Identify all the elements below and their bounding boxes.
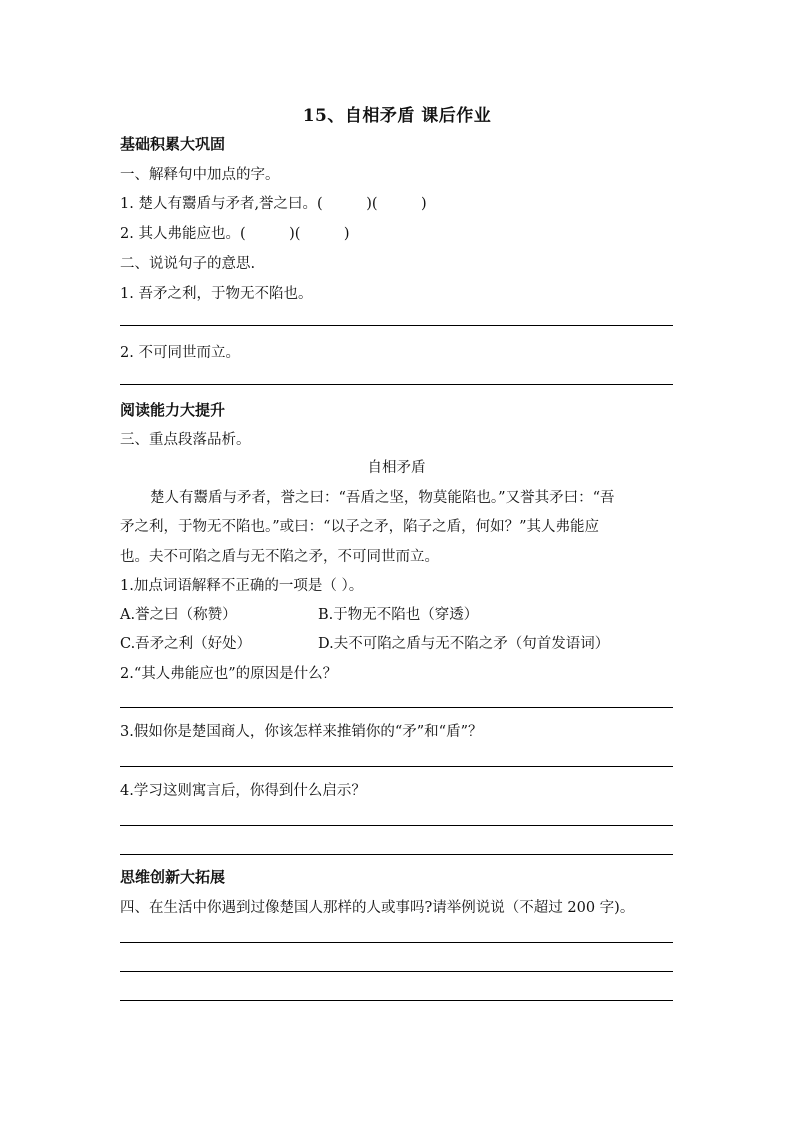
answer-line[interactable]	[120, 384, 673, 385]
question-2: 二、说说句子的意思.	[120, 256, 256, 272]
answer-line[interactable]	[120, 1000, 673, 1001]
question-1: 一、解释句中加点的字。	[120, 167, 280, 183]
sub-question-3: 3.假如你是楚国商人，你该怎样来推销你的“矛”和“盾”？	[120, 724, 483, 740]
passage-line-1: 楚人有鬻盾与矛者，誉之曰：“吾盾之坚，物莫能陷也。”又誉其矛曰：“吾	[150, 490, 615, 506]
section-heading-basic: 基础积累大巩固	[120, 135, 226, 153]
passage-line-2: 矛之利，于物无不陷也。”或曰：“以子之矛，陷子之盾，何如？”其人弗能应	[120, 519, 599, 535]
question-2-item-2: 2. 不可同世而立。	[120, 345, 240, 361]
answer-line[interactable]	[120, 825, 673, 826]
page-title: 15、自相矛盾 课后作业	[302, 106, 492, 126]
option-c: C.吾矛之利（好处）	[120, 636, 252, 652]
question-2-item-1: 1. 吾矛之利，于物无不陷也。	[120, 286, 313, 302]
section-heading-reading: 阅读能力大提升	[120, 401, 226, 419]
answer-line[interactable]	[120, 971, 673, 972]
answer-line[interactable]	[120, 325, 673, 326]
question-1-item-2: 2. 其人弗能应也。( )( )	[120, 226, 350, 242]
answer-line[interactable]	[120, 942, 673, 943]
option-d: D.夫不可陷之盾与无不陷之矛（句首发语词）	[318, 636, 610, 652]
section-heading-creative: 思维创新大拓展	[120, 868, 226, 886]
answer-line[interactable]	[120, 707, 673, 708]
sub-question-1: 1.加点词语解释不正确的一项是（ ）。	[120, 578, 364, 594]
sub-question-4: 4.学习这则寓言后，你得到什么启示？	[120, 783, 366, 799]
option-a: A.誉之曰（称赞）	[120, 607, 237, 623]
passage-line-3: 也。夫不可陷之盾与无不陷之矛，不可同世而立。	[120, 549, 439, 565]
answer-line[interactable]	[120, 854, 673, 855]
question-1-item-1: 1. 楚人有鬻盾与矛者,誉之曰。( )( )	[120, 196, 427, 212]
sub-question-2: 2.“其人弗能应也”的原因是什么？	[120, 666, 338, 682]
question-3: 三、重点段落品析。	[120, 432, 251, 448]
question-4: 四、在生活中你遇到过像楚国人那样的人或事吗?请举例说说（不超过 200 字)。	[120, 900, 635, 916]
answer-line[interactable]	[120, 766, 673, 767]
passage-title: 自相矛盾	[367, 460, 426, 476]
option-b: B.于物无不陷也（穿透）	[318, 607, 479, 623]
